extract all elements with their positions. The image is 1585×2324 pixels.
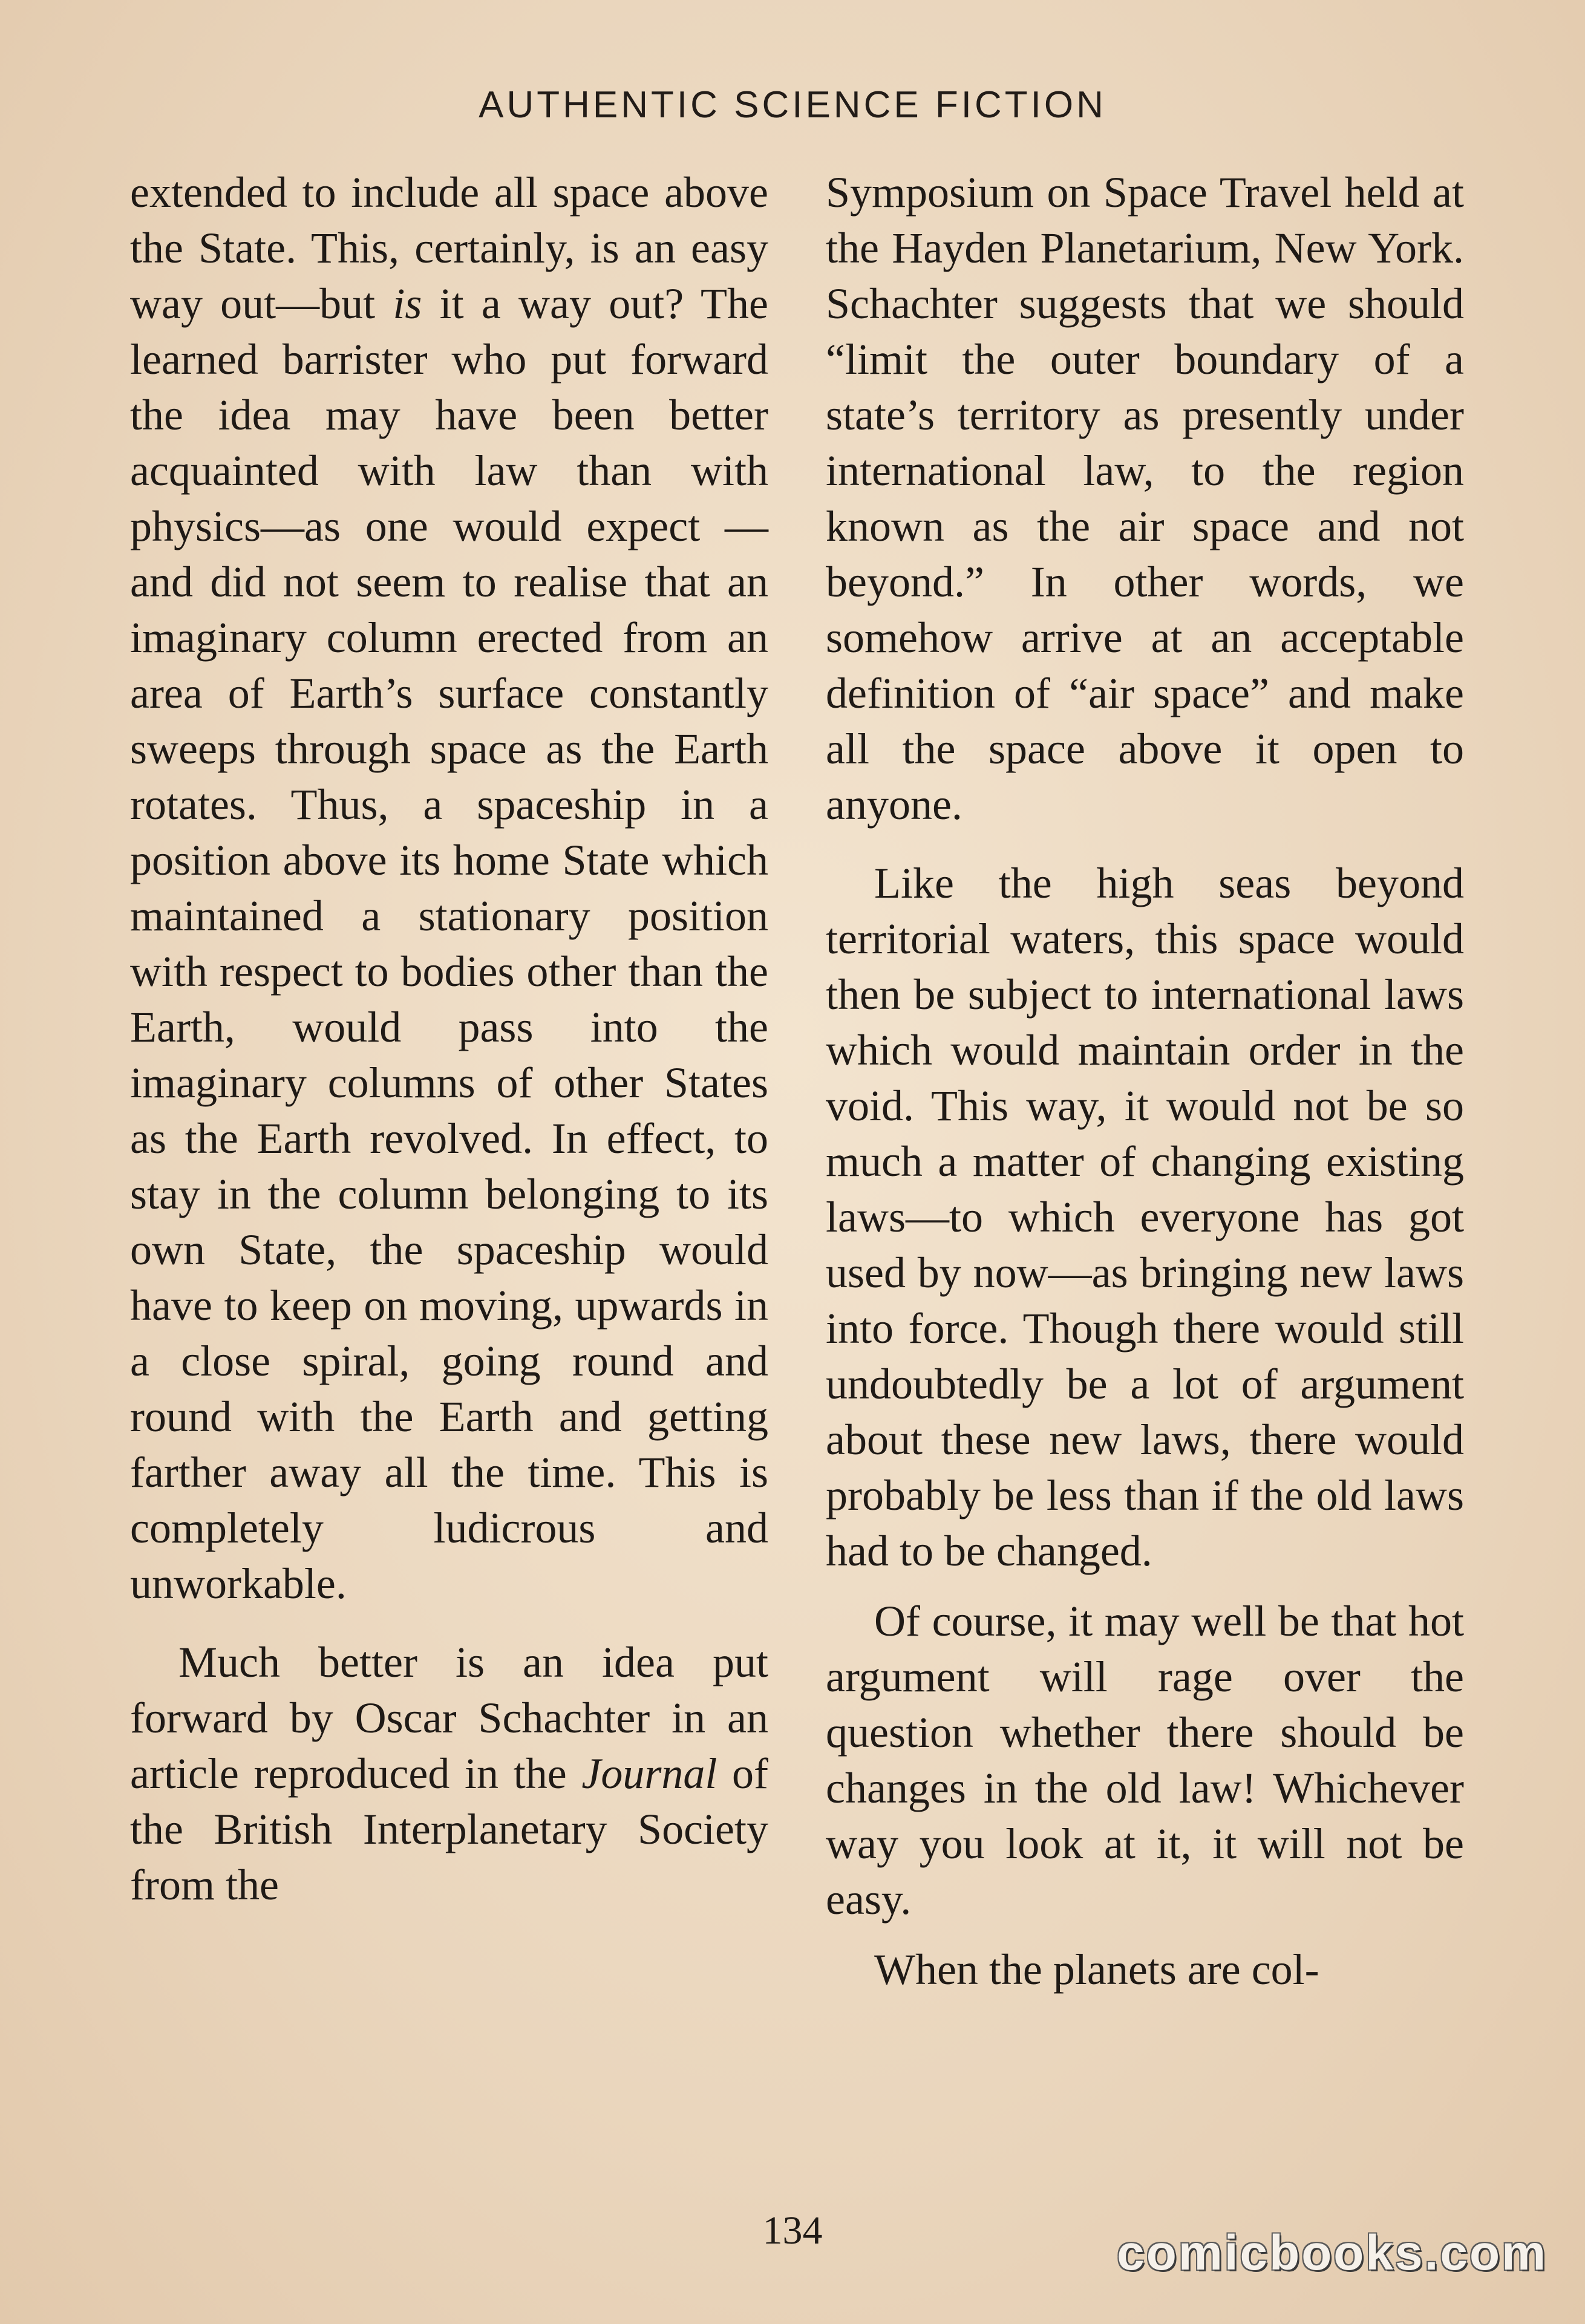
emphasis-journal: Journal [581, 1749, 717, 1798]
left-paragraph-1: extended to include all space above the State. This, certainly, is an easy way out—but is it a way out? The learned barrister who put forward the idea may have been better acquainted with law than with physics—as one would expect —and did not seem to realise that an imaginary column erected from an area of Earth’s surface constantly sweeps through space as the Earth rotates. Thus, a spaceship in a position above its home State which maintained a stationary position with respect to bodies other than the Earth, would pass into the imaginary columns of other States as the Earth revolved. In effect, to stay in the column belonging to its own State, the spaceship would have to keep on moving, upwards in a close spiral, going round and round with the Earth and getting farther away all the time. This is completely ludicrous and unworkable. [130, 168, 768, 1608]
right-paragraph-3: Of course, it may well be that hot argument will rage over the question whether there should be changes in the old law! Whichever way you look at it, it will not be easy. [826, 1597, 1464, 1924]
left-paragraph-2: Much better is an idea put forward by Oscar Schachter in an article reproduced in the Journal of the British Interplanetary Society from the [130, 1638, 768, 1909]
page-number: 134 [762, 2208, 823, 2253]
running-header: AUTHENTIC SCIENCE FICTION [479, 84, 1106, 126]
left-column [130, 165, 768, 1913]
watermark-logo: comicbooks.com [1117, 2225, 1547, 2280]
emphasis-is: is [393, 279, 422, 328]
right-column [826, 165, 1464, 1997]
right-paragraph-1: Symposium on Space Travel held at the Hayden Planetarium, New York. Schachter suggests that we should “limit the outer boundary of a state’s territory as presently under international law, to the region known as the air space and not beyond.” In other words, we somehow arrive at an acceptable definition of “air space” and make all the space above it open to anyone. [826, 168, 1464, 829]
right-paragraph-2: Like the high seas beyond territorial waters, this space would then be subject to international laws which would maintain order in the void. This way, it would not be so much a matter of changing existing laws—to which everyone has got used by now—as bringing new laws into force. Though there would still undoubtedly be a lot of argument about these new laws, there would probably be less than if the old laws had to be changed. [826, 859, 1464, 1575]
right-paragraph-4: When the planets are col- [874, 1945, 1319, 1994]
